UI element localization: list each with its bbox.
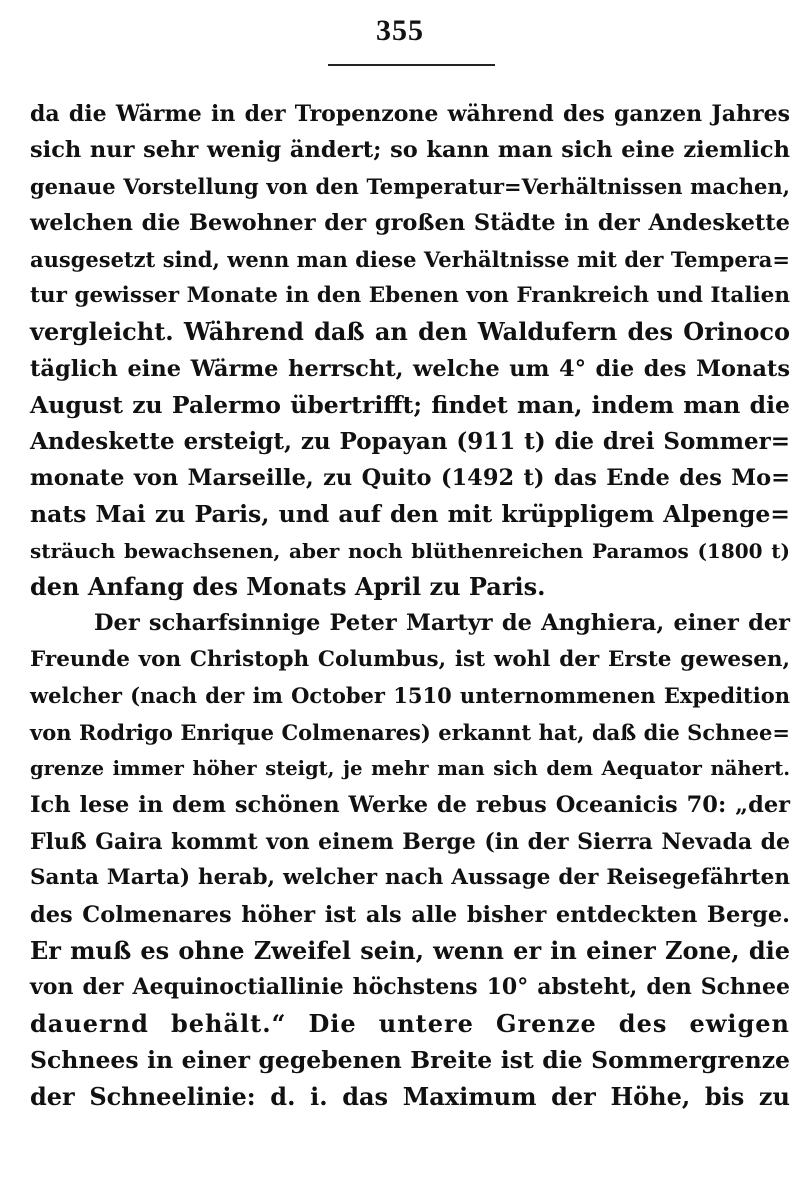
text-line: Andeskette ersteigt, zu Popayan (911 t) die drei Sommer=	[30, 427, 790, 455]
text-line: sträuch bewachsenen, aber noch blüthenreichen Paramos (1800 t)	[30, 538, 790, 563]
text-line: da die Wärme in der Tropenzone während des ganzen Jahres	[30, 101, 790, 127]
text-line: Er muß es ohne Zweifel sein, wenn er in einer Zone, die	[30, 935, 790, 965]
text-line: nats Mai zu Paris, und auf den mit krüppligem Alpenge=	[30, 500, 790, 529]
text-line: welcher (nach der im October 1510 unternommenen Expedition	[30, 683, 790, 709]
text-line: täglich eine Wärme herrscht, welche um 4° die des Monats	[30, 355, 790, 382]
text-line: Santa Marta) herab, welcher nach Aussage der Reisegefährten	[30, 865, 790, 891]
paragraph-start-line: Der scharfsinnige Peter Martyr de Anghiera, einer der	[94, 610, 790, 637]
header-rule	[328, 64, 495, 66]
text-line: Fluß Gaira kommt von einem Berge (in der Sierra Nevada de	[30, 828, 790, 855]
text-line: August zu Palermo übertrifft; findet man, indem man die	[30, 391, 790, 420]
page-number: 355	[376, 14, 424, 47]
text-line: der Schneelinie: d. i. das Maximum der Höhe, bis zu	[30, 1081, 790, 1111]
paragraph-end-line: den Anfang des Monats April zu Paris.	[30, 572, 546, 602]
text-line: Freunde von Christoph Columbus, ist wohl der Erste gewesen,	[30, 646, 790, 672]
text-line: genaue Vorstellung von den Temperatur=Verhältnissen machen,	[30, 173, 790, 199]
text-line: des Colmenares höher ist als alle bisher entdeckten Berge.	[30, 901, 790, 928]
text-line: vergleicht. Während daß an den Waldufern des Orinoco	[30, 317, 790, 347]
text-line: von Rodrigo Enrique Colmenares) erkannt hat, daß die Schnee=	[30, 719, 790, 745]
text-line: ausgesetzt sind, wenn man diese Verhältnisse mit der Tempera=	[30, 246, 790, 272]
text-line: grenze immer höher steigt, je mehr man sich dem Aequator nähert.	[30, 757, 790, 781]
text-line: Ich lese in dem schönen Werke de rebus Oceanicis 70: „der	[30, 792, 790, 819]
body-text	[30, 96, 790, 1115]
text-line: tur gewisser Monate in den Ebenen von Frankreich und Italien	[30, 282, 790, 308]
text-line: sich nur sehr wenig ändert; so kann man sich eine ziemlich	[30, 137, 790, 164]
text-line: von der Aequinoctiallinie höchstens 10° absteht, den Schnee	[30, 974, 790, 1001]
text-line: dauernd behält.“ Die untere Grenze des ewigen	[30, 1008, 790, 1038]
text-line: welchen die Bewohner der großen Städte in der Andeskette	[30, 210, 790, 237]
text-line: monate von Marseille, zu Quito (1492 t) das Ende des Mo=	[30, 464, 790, 491]
text-line: Schnees in einer gegebenen Breite ist die Sommergrenze	[30, 1046, 790, 1075]
